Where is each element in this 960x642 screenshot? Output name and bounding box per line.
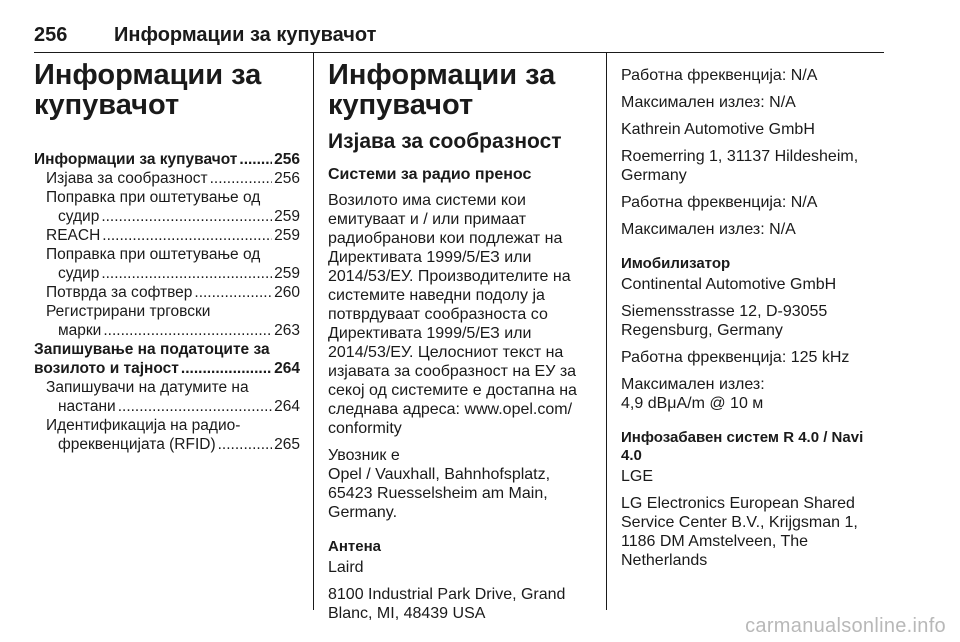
- column-divider-2: [606, 52, 607, 610]
- importer-address: Opel / Vauxhall, Bahnhofsplatz, 65423 Ruesselsheim am Main, Germany.: [328, 466, 551, 521]
- column-divider-1: [313, 52, 314, 610]
- infotainment-maker: LGE: [621, 468, 654, 485]
- toc-entry[interactable]: Идентификација на радио- фреквенцијата (RFID) ..... 265: [34, 416, 300, 454]
- watermark: carmanualsonline.info: [745, 615, 946, 637]
- toc-entry[interactable]: Изјава за сообразност ..... 256: [34, 169, 300, 188]
- toc-entry[interactable]: REACH ..... 259: [34, 226, 300, 245]
- immobiliser-maker: Continental Automotive GmbH: [621, 276, 837, 293]
- toc-entry[interactable]: Поправка при оштетување од судир ..... 259: [34, 188, 300, 226]
- subsection-title: Изјава за сообразност: [328, 130, 562, 153]
- page-header: [34, 22, 884, 53]
- table-of-contents: [34, 150, 300, 454]
- toc-entry[interactable]: Регистрирани трговски марки ..... 263: [34, 302, 300, 340]
- importer-label: Увозник е: [328, 447, 400, 464]
- section-title: Информации за купувачот: [328, 59, 556, 121]
- immobiliser-frequency: Работна фреквенција: 125 kHz: [621, 349, 850, 366]
- immobiliser-output: Максимален излез: 4,9 dBμA/m @ 10 м: [621, 376, 765, 412]
- conformity-paragraph: Возилото има системи кои емитуваат и / или примаат радиобранови кои подлежат на Директивата 1999/5/ЕЗ или 2014/53/ЕУ. Производителите на системите наведни подолу ја потврдуваат сообразноста со Директивата 1999/5/ЕЗ или 2014/53/ЕУ. Целосниот текст на изјавата за сообразност на ЕУ за секој од системите е достапна на следнава адреса: www.opel.com/ conformity: [328, 192, 577, 437]
- max-output: Максимален излез: N/A: [621, 94, 796, 111]
- antenna-label: Антена: [328, 538, 381, 555]
- content-column-1: [328, 60, 590, 631]
- toc-entry[interactable]: Запишувачи на датумите на настани ..... 264: [34, 378, 300, 416]
- antenna-address: 8100 Industrial Park Drive, Grand Blanc, MI, 48439 USA: [328, 586, 566, 622]
- chapter-title: Информации за купувачот: [34, 59, 262, 121]
- antenna-maker: Laird: [328, 559, 364, 576]
- content-column-2: [621, 66, 883, 578]
- toc-entry[interactable]: Поправка при оштетување од судир ..... 259: [34, 245, 300, 283]
- operating-frequency: Работна фреквенција: N/A: [621, 194, 818, 211]
- infotainment-company: LG Electronics European Shared Service Center B.V., Krijgsman 1, 1186 DM Amstelveen, The Netherlands: [621, 495, 858, 569]
- immobiliser-address: Siemensstrasse 12, D-93055 Regensburg, Germany: [621, 303, 828, 339]
- manufacturer: Kathrein Automotive GmbH: [621, 121, 815, 138]
- manufacturer-address: Roemerring 1, 31137 Hildesheim, Germany: [621, 148, 859, 184]
- toc-entry[interactable]: Информации за купувачот ..... 256: [34, 150, 300, 169]
- topic-title: Системи за радио пренос: [328, 166, 532, 183]
- max-output: Максимален излез: N/A: [621, 221, 796, 238]
- toc-column: [34, 60, 300, 454]
- operating-frequency: Работна фреквенција: N/A: [621, 67, 818, 84]
- toc-entry[interactable]: Потврда за софтвер ..... 260: [34, 283, 300, 302]
- immobiliser-label: Имобилизатор: [621, 255, 731, 272]
- page-number: 256: [34, 24, 68, 46]
- running-title: Информации за купувачот: [114, 24, 377, 46]
- infotainment-label: Инфозабавен систем R 4.0 / Navi 4.0: [621, 429, 864, 464]
- toc-entry[interactable]: Запишување на податоците за возилото и тајност ..... 264: [34, 340, 300, 378]
